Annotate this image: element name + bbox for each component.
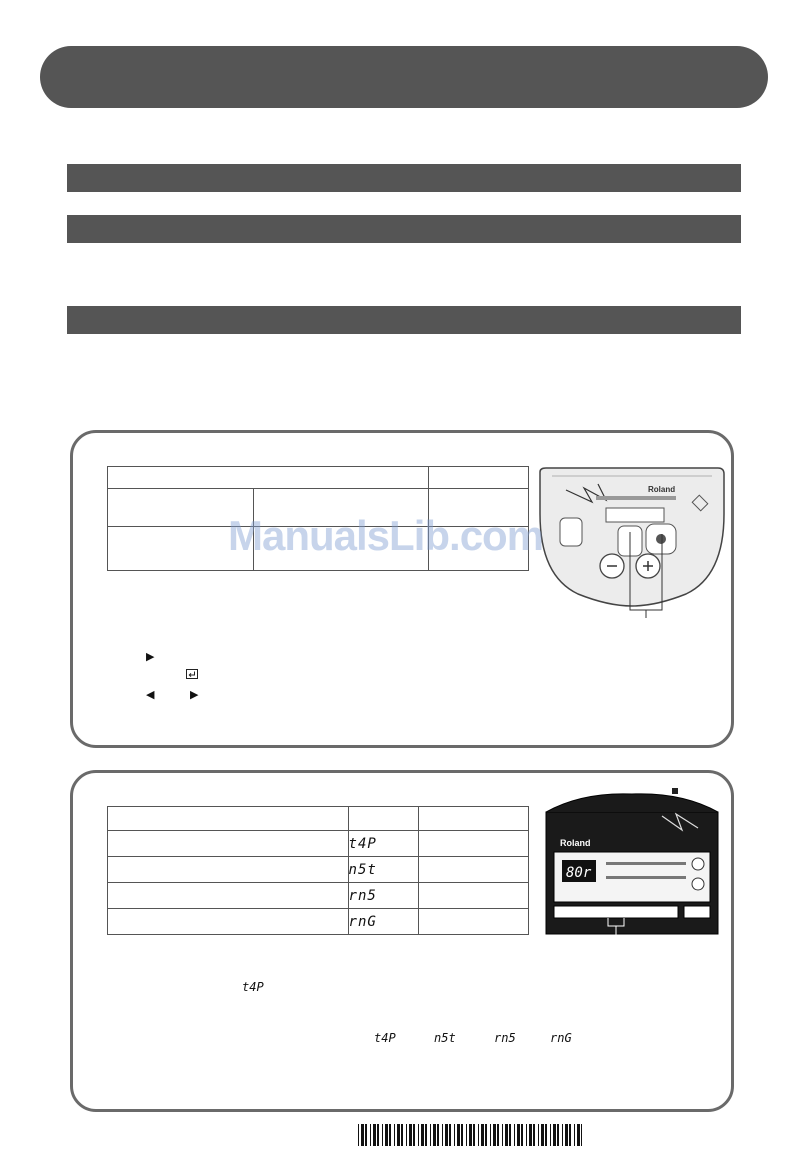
segment-code: rnG	[348, 909, 419, 935]
table2-cell	[108, 883, 349, 909]
table2-cell	[108, 857, 349, 883]
header-banner	[40, 46, 768, 108]
sequence-code: t4P	[374, 1031, 396, 1045]
right-triangle-icon: ▶	[146, 651, 155, 663]
device2-brand: Roland	[560, 838, 591, 848]
section-bar-2	[67, 215, 741, 243]
table2-header-cell	[348, 807, 419, 831]
enter-key-icon	[186, 669, 198, 679]
watermark: ManualsLib.com	[228, 512, 544, 559]
parameter-table-2	[107, 806, 529, 935]
table1-header-left	[108, 467, 429, 489]
table2-header-cell	[419, 807, 529, 831]
drum-module-illustration-1	[536, 466, 728, 621]
inline-segment-code: t4P	[242, 980, 264, 994]
section-bar-1	[67, 164, 741, 192]
sequence-code: rn5	[494, 1031, 516, 1045]
left-triangle-icon: ◀	[146, 689, 155, 701]
right-triangle-icon: ▶	[190, 689, 199, 701]
device1-brand: Roland	[648, 485, 676, 494]
segment-code: n5t	[348, 857, 419, 883]
table2-cell	[419, 883, 529, 909]
table2-cell	[108, 831, 349, 857]
table2-cell	[419, 909, 529, 935]
segment-code: rn5	[348, 883, 419, 909]
sequence-code: n5t	[434, 1031, 456, 1045]
table2-cell	[419, 857, 529, 883]
table1-header-right	[428, 467, 528, 489]
section-bar-3	[67, 306, 741, 334]
device2-display: 80r	[566, 865, 592, 881]
table2-cell	[108, 909, 349, 935]
table2-cell	[419, 831, 529, 857]
barcode	[358, 1124, 582, 1146]
drum-module-illustration-2	[542, 786, 722, 946]
sequence-code: rnG	[550, 1031, 572, 1045]
segment-code: t4P	[348, 831, 419, 857]
table2-header-cell	[108, 807, 349, 831]
